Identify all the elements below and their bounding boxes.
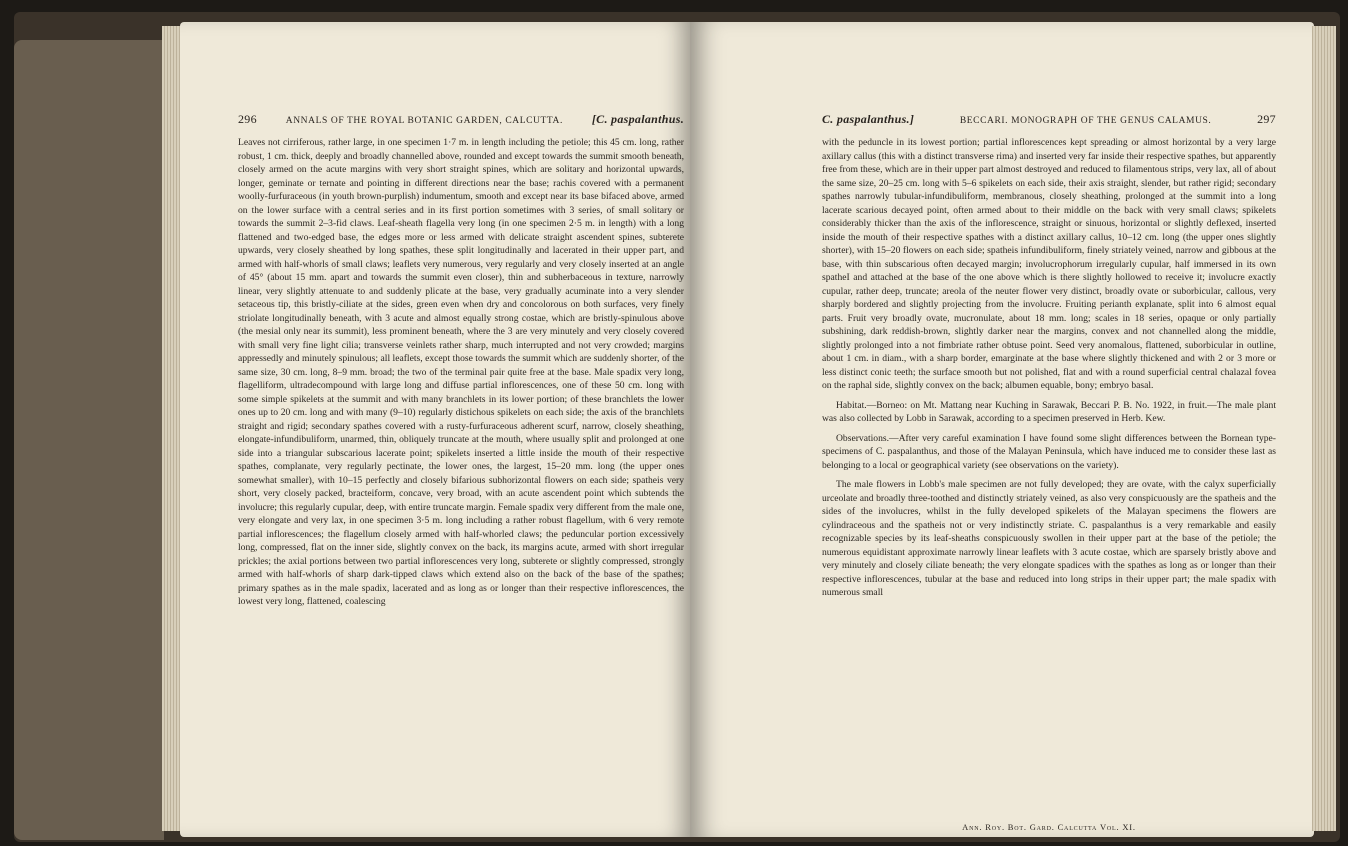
right-paragraph-observations: Observations.—After very careful examination I have found some slight differences between the Bornean type-specimens of C. paspalanthus, and those of the Malayan Peninsula, which have induced me to consider these last as belonging to a local or geographical variety (see observations on the variety). [822, 432, 1276, 471]
left-paragraph: Leaves not cirriferous, rather large, in one specimen 1·7 m. in length including the petiole; this 45 cm. long, rather robust, 1 cm. thick, deeply and broadly channelled above, rounded and except towards the summit smooth beneath, closely armed on the acute margins with very short straight spines, which are solitary and horizontal upwards, longer, geminate or ternate and pointing in different directions near the base; rachis covered with a permanent woolly-furfuraceous (in youth brown-purplish) indumentum, smooth and except near its base bifaced above, armed on the lower surface with a central series and in its first portion sometimes with 3 series, of small solitary or towards the summit 2–3-fid claws. Leaf-sheath flagella very long (in one specimen 2·5 m. in length) with a long flattened and two-edged base, the edges more or less armed with delicate straight ascendent spines, subterete upwards, very closely sheathed by long spathes, these split longitudinally and lacerated in their upper part, and armed with half-whorls of small claws; leaflets very numerous, very regularly and very closely inserted at an angle of 45° (about 15 mm. apart and towards the summit even closer), thin and subherbaceous in texture, narrowly linear, very slightly attenuate to and suddenly plicate at the base, very gradually acuminate into a very slender setaceous tip, this bristly-ciliate at the sides, green even when dry and concolorous on both surfaces, very finely striolate longitudinally beneath, with 3 acute and almost equally strong costae, which are bristly-spinulous above (the mesial only near its summit), less prominent beneath, where the 3 are very minutely and very closely covered with small very fine light cilia; transverse veinlets rather sharp, much interrupted and not very crowded; margins appressedly and minutely spinulous; all leaflets, except those towards the summit which are suddenly shorter, of the same size, 30 cm. long, 8–9 mm. broad; the two of the terminal pair quite free at the base. Male spadix very long, flagelliform, ultradecompound with large long and diffuse partial inflorescences, one of these 50 cm. long with some simple spikelets at the summit and with many branchlets in its lower portion; of these branchlets the lower ones up to 20 cm. long and with many (9–10) regularly distichous spikelets on each side; the axis of the branchlets straight and rigid; secondary spathes covered with a rusty-furfuraceous adherent scurf, narrow, closely sheathing, elongate-infundibuliform, unarmed, thin, obliquely truncate at the mouth, where usually split and prolonged at one side into a triangular subscarious lacerate point; spikelets inserted a little inside the mouth of their respective spathes, complanate, very regularly pectinate, the lower ones, the largest, 15–20 mm. long (the upper ones somewhat smaller), with 10–15 perfectly and closely bifarious subhorizontal flowers on each side; spatheis very short, very closely packed, bracteiform, concave, very broad, with an acute ascendent point which subtends the involucre; this regularly cupular, deep, with entire truncate margin. Female spadix very different from the male one, very elongate and very lax, in one specimen 3·5 m. long including a rather robust flagellum, with 6 very remote partial inflorescences; the flagellum closely armed with half-whorled claws; the peduncular portion excessively long, compressed, flat on the inner side, slightly convex on the back, its margins acute, armed with short irregular prickles; the axial portions between two partial inflorescences very long, subterete or slightly compressed, strongly armed with half-whorls of sharp dark-tipped claws which extend also on the back of the base of the spathes; primary spathes as in the male spadix, lacerated and as long as or longer than their respective inflorescences, the lowest very long, flattened, coalescing [238, 137, 684, 607]
right-paragraph-habitat: Habitat.—Borneo: on Mt. Mattang near Kuching in Sarawak, Beccari P. B. No. 1922, in fruit.—The male plant was also collected by Lobb in Sarawak, according to a specimen preserved in Herb. Kew. [822, 399, 1276, 424]
right-paragraph-description: with the peduncle in its lowest portion; partial inflorescences kept spreading or almost horizontal by a very large axillary callus (this with a distinct transverse rima) and inserted very far inside their respective spathes, but apparently free from these, which are in their upper part almost destroyed and reduced to filamentous strips, very lax, all of about the same size, 20–25 cm. long with 5–6 spikelets on each side, their axis straight, slender, but rather rigid; secondary spathes narrowly tubular-infundibuliform, membranous, closely sheathing, prolonged at the summit into a long lacerate scarious decayed point, often armed about to their middle on the back with very small claws; spikelets considerably thicker than the axis of the inflorescence, straight or sinuous, horizontal or slightly deflexed, inserted inside the mouth of their respective spathes with a distinct axillary callus, 10–12 cm. long (the upper ones slightly shorter), with 15–20 flowers on each side; spatheis infundibuliform, finely striately veined, narrow and gibbous at the base, with thin subscarious often decayed margin; involucrophorum irregularly cupular, half immersed in its own spatheI and attached at the base of the one above which is there slightly hollowed to receive it; involucre exactly cupular, rather deep, truncate; areola of the neuter flower very distinct, broadly ovate or suborbicular, callous, very sharply bordered and slightly projecting from the involucre. Fruiting perianth explanate, split into 6 almost equal parts. Fruit very broadly ovate, mucronulate, about 18 mm. long; scales in 18 series, opaque or only partially subshining, dark reddish-brown, slightly darker near the margins, convex and not channelled along the middle, slightly prolonged into a not fimbriate rather obtuse point. Seed very anomalous, flattened, suborbicular in outline, about 1 cm. in diam., with a sharp border, emarginate at the base where slightly thickened and with 2 or 3 more or less distinct conic teeth; the surface smooth but not polished, flat and with a round superficial central chalazal fovea on the raphal side, slightly convex on the back; albumen equable, bony; embryo basal. [822, 137, 1276, 391]
right-species-tag: C. paspalanthus.] [822, 112, 915, 126]
right-page-number: 297 [1257, 112, 1276, 126]
book-spread [14, 12, 1340, 842]
page-stack-shadow [14, 40, 164, 840]
right-paragraph-male-flowers: The male flowers in Lobb's male specimen are not fully developed; they are ovate, with the calyx superficially urceolate and broadly three-toothed and distinctly striately veined, as also very conspicuously are the spatheis and the sides of the involucres, whilst in the fully developed spikelets of the Malayan specimens the flowers are cylindraceous and the spatheis not or very indistinctly striate. C. paspalanthus is a very remarkable and easily recognizable species by its leaf-sheaths conspicuously swollen in their upper part at the base of the petiole; the numerous equidistant approximate narrowly linear leaflets with 3 acute costae, which are sparsely bristly above and very minutely and closely ciliate beneath; the very elongate spadices with the spathes as long as or longer than their respective inflorescences, tubular at the base and reduced into long strips in their upper part; the male spadix with numerous small [822, 479, 1276, 598]
right-page-edges [1312, 26, 1336, 831]
right-page [690, 22, 1314, 837]
left-page-edges [162, 26, 182, 831]
right-body-text [822, 136, 1276, 606]
right-running-title: BECCARI. MONOGRAPH OF THE GENUS CALAMUS. [959, 116, 1212, 126]
left-page-number: 296 [238, 112, 257, 126]
right-page-footer: Ann. Roy. Bot. Gard. Calcutta Vol. XI. [962, 822, 1136, 832]
left-page [180, 22, 690, 837]
left-running-title: ANNALS OF THE ROYAL BOTANIC GARDEN, CALCUTTA. [285, 116, 563, 126]
right-running-header [822, 112, 1276, 127]
left-body-text [238, 136, 684, 615]
left-species-tag: [C. paspalanthus. [591, 112, 684, 126]
left-running-header [238, 112, 684, 127]
